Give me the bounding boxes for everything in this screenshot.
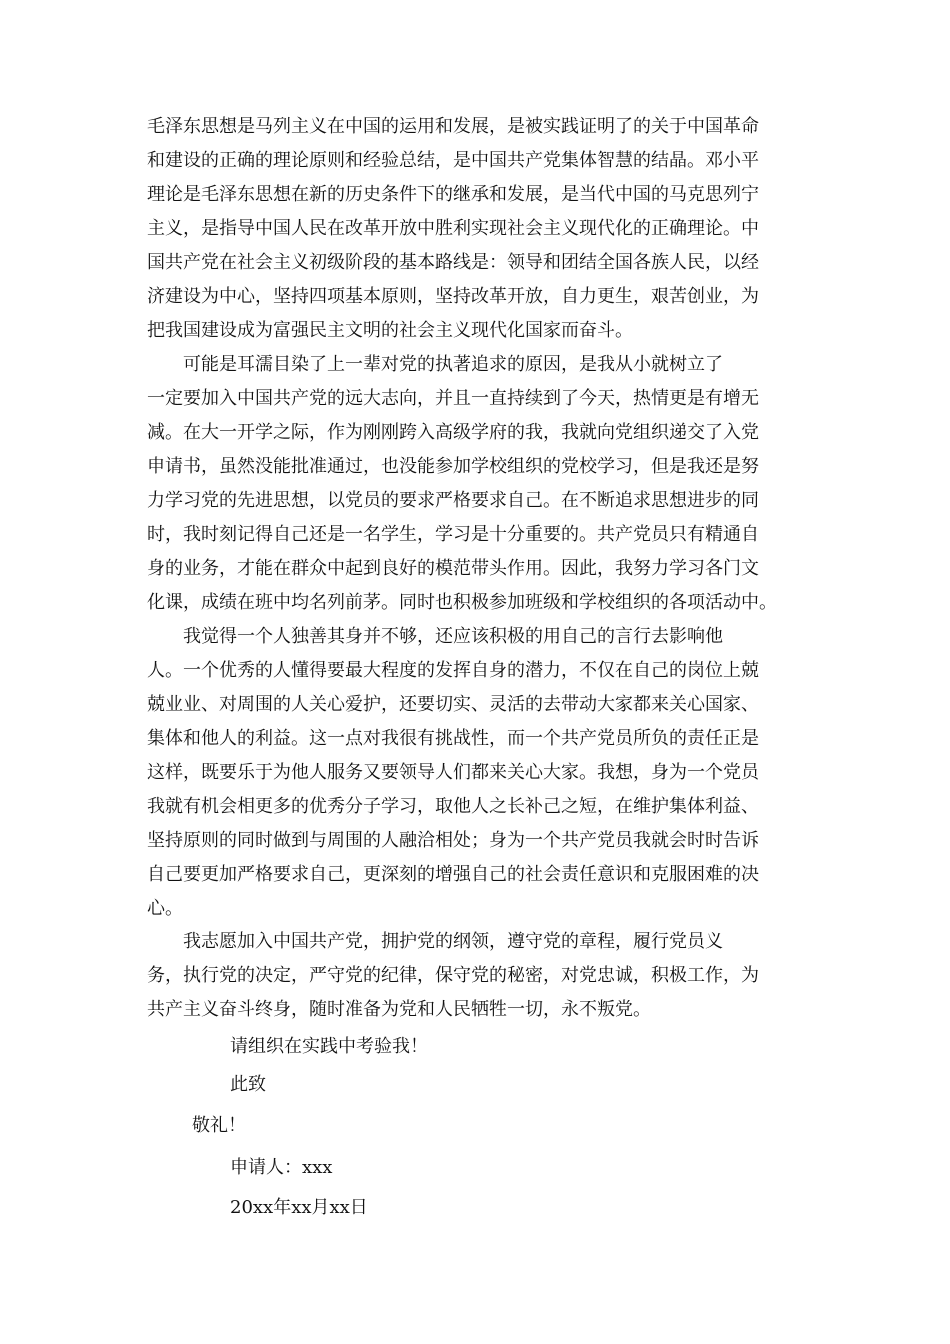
paragraph-line: 主义，是指导中国人民在改革开放中胜利实现社会主义现代化的正确理论。中 bbox=[147, 218, 759, 239]
closing-regards: 敬礼！ bbox=[192, 1115, 246, 1136]
paragraph-line: 兢业业、对周围的人关心爱护，还要切实、灵活的去带动大家都来关心国家、 bbox=[147, 694, 759, 715]
paragraph-line: 申请书，虽然没能批准通过，也没能参加学校组织的党校学习，但是我还是努 bbox=[147, 456, 759, 477]
paragraph-line: 化课，成绩在班中均名列前茅。同时也积极参加班级和学校组织的各项活动中。 bbox=[147, 592, 777, 613]
paragraph-line: 人。一个优秀的人懂得要最大程度的发挥自身的潜力，不仅在自己的岗位上兢 bbox=[147, 660, 759, 681]
paragraph-line: 集体和他人的利益。这一点对我很有挑战性，而一个共产党员所负的责任正是 bbox=[147, 728, 759, 749]
applicant-signature: 申请人：xxx bbox=[230, 1157, 333, 1178]
paragraph-line: 国共产党在社会主义初级阶段的基本路线是：领导和团结全国各族人民，以经 bbox=[147, 252, 759, 273]
paragraph-line: 毛泽东思想是马列主义在中国的运用和发展，是被实践证明了的关于中国革命 bbox=[147, 116, 759, 137]
paragraph-line: 身的业务，才能在群众中起到良好的模范带头作用。因此，我努力学习各门文 bbox=[147, 558, 759, 579]
paragraph-line: 这样，既要乐于为他人服务又要领导人们都来关心大家。我想，身为一个党员 bbox=[147, 762, 759, 783]
body-paragraph-1 bbox=[147, 110, 807, 348]
body-paragraph-3 bbox=[147, 620, 807, 926]
paragraph-line: 济建设为中心，坚持四项基本原则，坚持改革开放，自力更生，艰苦创业，为 bbox=[147, 286, 759, 307]
closing-salutation: 此致 bbox=[230, 1074, 266, 1095]
paragraph-line: 我志愿加入中国共产党，拥护党的纲领，遵守党的章程，履行党员义 bbox=[147, 931, 723, 952]
paragraph-line: 和建设的正确的理论原则和经验总结，是中国共产党集体智慧的结晶。邓小平 bbox=[147, 150, 759, 171]
body-paragraph-4 bbox=[147, 925, 807, 1027]
paragraph-line: 一定要加入中国共产党的远大志向，并且一直持续到了今天，热情更是有增无 bbox=[147, 388, 759, 409]
signature-date: 20xx年xx月xx日 bbox=[230, 1197, 368, 1218]
paragraph-line: 理论是毛泽东思想在新的历史条件下的继承和发展，是当代中国的马克思列宁 bbox=[147, 184, 759, 205]
closing-request: 请组织在实践中考验我！ bbox=[230, 1036, 428, 1057]
paragraph-line: 务，执行党的决定，严守党的纪律，保守党的秘密，对党忠诚，积极工作，为 bbox=[147, 965, 759, 986]
paragraph-line: 力学习党的先进思想，以党员的要求严格要求自己。在不断追求思想进步的同 bbox=[147, 490, 759, 511]
paragraph-line: 我就有机会相更多的优秀分子学习，取他人之长补己之短，在维护集体利益、 bbox=[147, 796, 759, 817]
paragraph-line: 减。在大一开学之际，作为刚刚跨入高级学府的我，我就向党组织递交了入党 bbox=[147, 422, 759, 443]
paragraph-line: 共产主义奋斗终身，随时准备为党和人民牺牲一切，永不叛党。 bbox=[147, 999, 651, 1020]
paragraph-line: 坚持原则的同时做到与周围的人融洽相处；身为一个共产党员我就会时时告诉 bbox=[147, 830, 759, 851]
paragraph-line: 把我国建设成为富强民主文明的社会主义现代化国家而奋斗。 bbox=[147, 320, 633, 341]
paragraph-line: 心。 bbox=[147, 898, 183, 919]
paragraph-line: 可能是耳濡目染了上一辈对党的执著追求的原因，是我从小就树立了 bbox=[147, 354, 723, 375]
paragraph-line: 时，我时刻记得自己还是一名学生，学习是十分重要的。共产党员只有精通自 bbox=[147, 524, 759, 545]
paragraph-line: 我觉得一个人独善其身并不够，还应该积极的用自己的言行去影响他 bbox=[147, 626, 723, 647]
paragraph-line: 自己要更加严格要求自己，更深刻的增强自己的社会责任意识和克服困难的决 bbox=[147, 864, 759, 885]
body-paragraph-2 bbox=[147, 348, 807, 620]
